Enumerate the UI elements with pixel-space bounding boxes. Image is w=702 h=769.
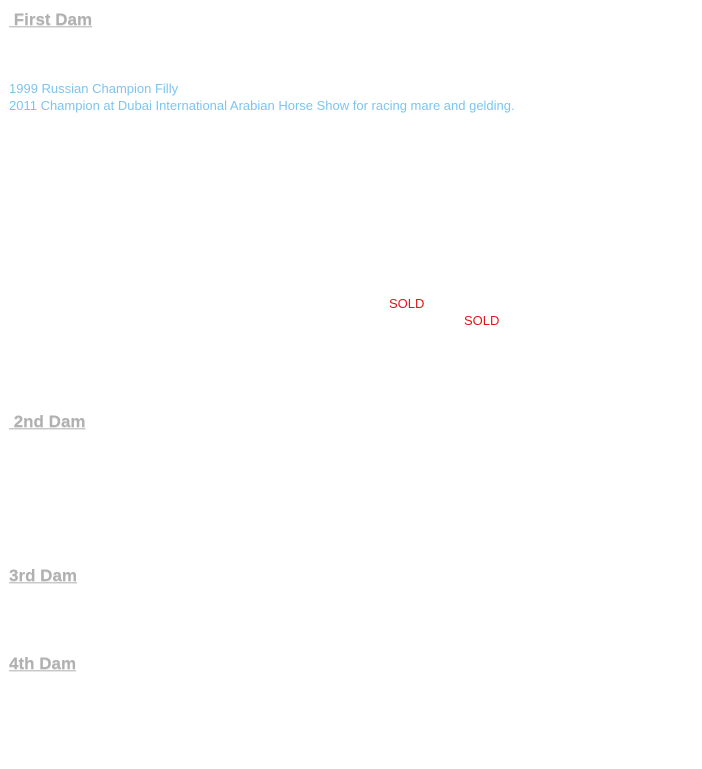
achievement-1999-russian-champion: 1999 Russian Champion Filly <box>9 81 179 96</box>
achievement-2011-dubai-champion: 2011 Champion at Dubai International Arabian Horse Show for racing mare and gelding. <box>9 98 515 113</box>
sold-label: SOLD <box>389 296 425 311</box>
fourth-dam-heading-link[interactable]: 4th Dam <box>9 654 77 673</box>
sold-label: SOLD <box>464 313 500 328</box>
first-dam-heading-link[interactable]: First Dam <box>9 10 93 29</box>
second-dam-heading-link[interactable]: 2nd Dam <box>9 412 86 431</box>
third-dam-heading-link[interactable]: 3rd Dam <box>9 566 78 585</box>
